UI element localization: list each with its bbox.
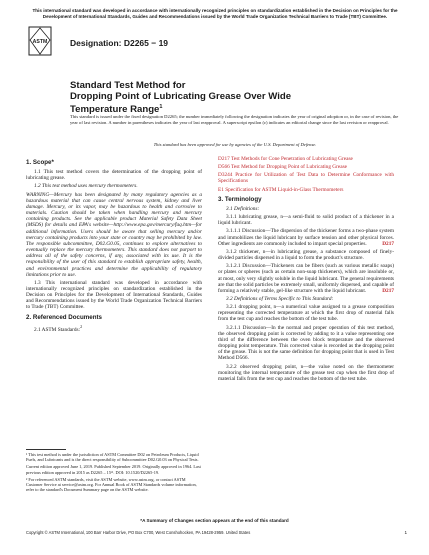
reference-code[interactable]: E1 bbox=[218, 186, 224, 193]
footnote-2: ² For referenced ASTM standards, visit the ASTM website, www.astm.org, or contact ASTM Customer Service at service@astm.org. For Annual Book of ASTM Standards volume information, refer to the standard's Document Summary page on the ASTM website. bbox=[26, 476, 197, 493]
footnotes bbox=[26, 452, 202, 494]
footnote-divider bbox=[26, 449, 66, 450]
title-footnote-mark: 1 bbox=[159, 104, 163, 110]
dod-note: This standard has been approved for use by agencies of the U.S. Department of Defense. bbox=[153, 142, 317, 147]
term-3-2-2: 3.2.2 observed dropping point, n—the value noted on the thermometer monitoring the internal temperature of the grease test cup when the first drop of material falls from the test cup and reaches the bottom of the test tube. bbox=[218, 363, 394, 382]
reference-title[interactable]: Test Methods for Cone Penetration of Lubricating Grease bbox=[231, 156, 353, 162]
term-3-1: 3.1 Definitions: bbox=[226, 205, 260, 212]
referenced-documents-heading: 2. Referenced Documents bbox=[26, 313, 102, 321]
scope-1-3: 1.3 This international standard was developed in accordance with internationally recognized principles on standardization established in the Decision on Principles for the Development of International Standards, Guides and Recommendations issued by the World Trade Organization Technical Barriers to Trade (TBT) Committee. bbox=[26, 279, 202, 311]
standard-note: This standard is issued under the fixed designation D2265; the number immediately following the designation indicates the year of original adoption or, in the case of revision, the year of last revision. A number in parentheses indicates the year of last reapproval. A superscript epsilon (ε) indicates an editorial change since the last revision or reapproval. bbox=[70, 114, 399, 125]
ref-2-1 bbox=[26, 324, 202, 333]
right-column bbox=[218, 156, 394, 384]
reference-code[interactable]: D3244 bbox=[218, 172, 233, 179]
term-3-2-1-1: 3.2.1.1 Discussion—In the normal and proper operation of this test method, the observed dropping point is corrected by adding to it a value representing one third of the difference between the oven block temperature and the observed dropping point temperature. This corrected value is recorded as the dropping point of the grease. This is not the same definition for dropping point that is used in Test Method D566. bbox=[218, 324, 394, 362]
reference-title[interactable]: Test Method for Dropping Point of Lubricating Grease bbox=[231, 164, 348, 171]
reference-title[interactable]: Practice for Utilization of Test Data to Determine Conformance with Specifications bbox=[218, 172, 394, 185]
reference-code[interactable]: D217 bbox=[218, 156, 230, 162]
reference-item[interactable] bbox=[218, 172, 394, 184]
term-3-1-2: 3.1.2 thickener, n—in lubricating grease, a substance composed of finely-divided particles dispersed in a liquid to form the product's structure. bbox=[218, 248, 394, 262]
term-3-1-1: 3.1.1 lubricating grease, n—a semi-fluid to solid product of a thickener in a liquid lubricant. bbox=[218, 214, 394, 227]
designation: Designation: D2265 − 19 bbox=[70, 38, 169, 48]
reference-item[interactable] bbox=[218, 187, 394, 193]
term-3-1-1-1 bbox=[218, 228, 394, 246]
summary-of-changes-note: *A Summary of Changes section appears at the end of this standard bbox=[140, 518, 289, 523]
document-title bbox=[70, 80, 330, 115]
reference-list bbox=[218, 156, 394, 193]
copyright-line: Copyright © ASTM International, 100 Barr Harbor Drive, PO Box C700, West Conshohocken, PA 19428-2959. United States bbox=[26, 530, 251, 535]
reference-item[interactable] bbox=[218, 164, 394, 170]
scope-1-1: 1.1 This test method covers the determination of the dropping point of lubricating grease. bbox=[26, 169, 202, 182]
left-column bbox=[26, 156, 202, 335]
reference-item[interactable] bbox=[218, 156, 394, 162]
terminology-heading: 3. Terminology bbox=[218, 195, 262, 203]
term-3-2: 3.2 Definitions of Terms Specific to This Standard: bbox=[226, 295, 334, 302]
page-number: 1 bbox=[404, 530, 407, 535]
title-line-3-text: Temperature Range bbox=[70, 104, 160, 116]
scope-1-2: 1.2 This test method uses mercury thermometers. bbox=[34, 183, 138, 190]
term-3-1-1-1-ref[interactable]: D217 bbox=[382, 240, 394, 247]
reference-code[interactable]: D566 bbox=[218, 164, 230, 171]
reference-title[interactable]: Specification for ASTM Liquid-in-Glass Thermometers bbox=[225, 186, 344, 193]
ref-2-1-text: 2.1 ASTM Standards: bbox=[34, 326, 81, 333]
title-line-1: Standard Test Method for bbox=[70, 80, 186, 91]
term-3-1-2-1-text: 3.1.2.1 Discussion—Thickeners can be fibers (such as various metallic soaps) or plates or spheres (such as certain non-soap thickeners), which are insoluble or, at most, only very slightly soluble in the liquid lubricant. The general requirements are that the solid particles be extremely small, uniformly dispersed, and capable of forming a relatively stable, gel-like structure with the liquid lubricant. bbox=[218, 263, 394, 294]
scope-heading: 1. Scope* bbox=[26, 159, 54, 166]
term-3-1-2-1 bbox=[218, 263, 394, 294]
term-3-2-1: 3.2.1 dropping point, n—a numerical value assigned to a grease composition representing the corrected temperature at which the first drop of material falls from the test cup and reaches the bottom of the test tube. bbox=[218, 304, 394, 323]
warning-text: WARNING—Mercury has been designated by many regulatory agencies as a hazardous material that can cause central nervous system, kidney and liver damage. Mercury, or its vapor, may be hazardous to health and corrosive to materials. Caution should be taken when handling mercury and mercury containing products. See the applicable product Material Safety Data Sheet (MSDS) for details and EPA's website—http://www.epa.gov/mercury/faq.htm—for additional information. Users should be aware that selling mercury and/or mercury containing products into your state or country may be prohibited by law. The responsible subcommittee, D02.G0.05, continues to explore alternatives to eventually replace the mercury thermometers. This standard does not purport to address all of the safety concerns, if any, associated with its use. It is the responsibility of the user of this standard to establish appropriate safety, health, and environmental practices and determine the applicability of regulatory limitations prior to use. bbox=[26, 191, 202, 278]
svg-text:ASTM: ASTM bbox=[32, 39, 48, 45]
footnote-1b: Current edition approved June 1, 2019. Published September 2019. Originally approved in 1964. Last previous edition approved in 2015 as D2265 – 15ᵉ¹. DOI: 10.1520/D2265-19. bbox=[26, 464, 201, 475]
top-notice: This international standard was developed in accordance with internationally recognized principles on standardization established in the Decision on Principles for the Development of International Standards, Guides and Recommendations issued by the World Trade Organization Technical Barriers to Trade (TBT) Committee. bbox=[32, 8, 398, 19]
term-3-1-2-1-ref[interactable]: D217 bbox=[382, 287, 394, 294]
astm-logo-icon bbox=[28, 26, 52, 56]
term-3-1-1-1-text: 3.1.1.1 Discussion—The dispersion of the thickener forms a two-phase system and immobilizes the liquid lubricant by surface tension and other physical forces. Other ingredients are commonly included to impart special properties. bbox=[218, 228, 394, 247]
title-line-2: Dropping Point of Lubricating Grease Over Wide bbox=[70, 91, 292, 102]
ref-2-1-footnote-mark: 2 bbox=[80, 323, 83, 329]
footnote-1: ¹ This test method is under the jurisdiction of ASTM Committee D02 on Petroleum Products, Liquid Fuels, and Lubricants and is the direct responsibility of Subcommittee D02.G0.03 on Physical Tests. bbox=[26, 452, 199, 463]
